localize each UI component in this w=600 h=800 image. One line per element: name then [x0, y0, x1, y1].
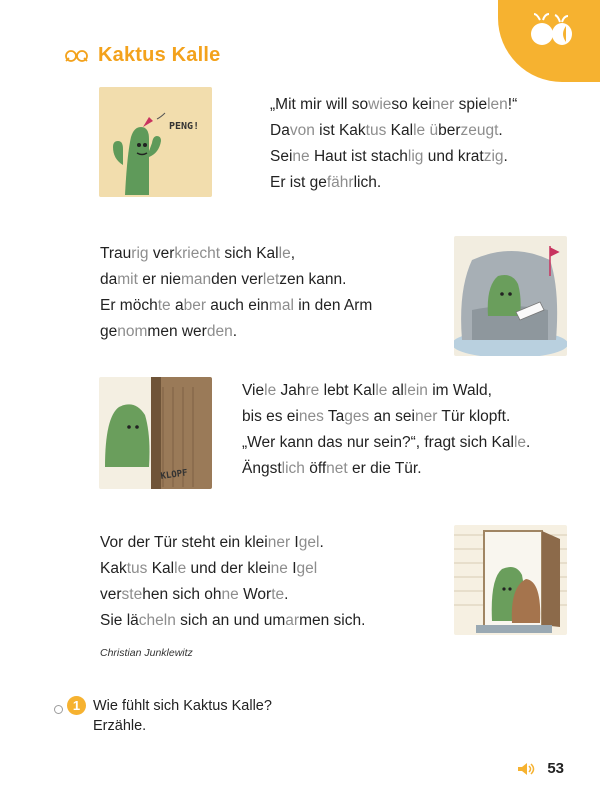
syllable-segment: öff: [304, 460, 327, 477]
syllable-segment: .: [319, 534, 324, 551]
title-row: [64, 44, 220, 67]
syllable-segment: mit: [117, 271, 138, 288]
syllable-segment: tus: [365, 122, 387, 139]
peng-caption: PENG!: [169, 121, 200, 132]
poem-line: [100, 241, 372, 267]
syllable-segment: le: [264, 382, 277, 399]
task-number-badge: 1: [67, 696, 86, 715]
syllable-segment: Trau: [100, 245, 132, 262]
poem-line: [242, 456, 530, 482]
page-number: 53: [547, 760, 564, 777]
illustration-cactus-armchair: [454, 236, 567, 356]
syllable-segment: lich: [281, 460, 305, 477]
syllable-segment: nom: [117, 323, 148, 340]
syllable-segment: ,: [290, 245, 296, 262]
syllable-segment: ar: [285, 612, 300, 629]
poem-line: [100, 582, 365, 608]
page-title: Kaktus Kalle: [98, 44, 221, 66]
syllable-segment: an sei: [369, 408, 415, 425]
syllable-segment: ne: [270, 560, 288, 577]
syllable-segment: Kak: [100, 560, 127, 577]
syllable-segment: Sie lä: [100, 612, 139, 629]
syllable-segment: ges: [344, 408, 370, 425]
syllable-segment: al: [387, 382, 404, 399]
poem-line: [100, 267, 372, 293]
syllable-segment: .: [284, 586, 289, 603]
reading-pair-icon: [64, 48, 90, 64]
syllable-segment: Vor der Tür steht ein klei: [100, 534, 268, 551]
poem-line: [270, 118, 517, 144]
syllable-segment: .: [503, 148, 508, 165]
syllable-segment: gel: [298, 534, 320, 551]
syllable-segment: ner: [414, 408, 438, 425]
poem-line: [100, 556, 365, 582]
syllable-segment: te: [271, 586, 285, 603]
syllable-segment: ner: [431, 96, 455, 113]
syllable-segment: den: [206, 323, 233, 340]
syllable-segment: men wer: [147, 323, 207, 340]
syllable-segment: lein: [403, 382, 428, 399]
syllable-segment: Ängst: [242, 460, 282, 477]
stanza-1: [270, 92, 517, 196]
syllable-segment: len: [487, 96, 508, 113]
syllable-segment: Da: [270, 122, 290, 139]
syllable-segment: da: [100, 271, 118, 288]
syllable-segment: sich an und um: [175, 612, 286, 629]
syllable-segment: und krat: [423, 148, 484, 165]
syllable-segment: hen sich oh: [142, 586, 222, 603]
stanza-3: [242, 378, 530, 482]
syllable-segment: !“: [507, 96, 518, 113]
syllable-segment: kriecht: [174, 245, 221, 262]
syllable-segment: so kei: [391, 96, 432, 113]
syllable-segment: von: [289, 122, 315, 139]
poem-line: [100, 319, 372, 345]
syllable-segment: sich Kal: [220, 245, 279, 262]
poem-line: [242, 404, 530, 430]
syllable-segment: net: [326, 460, 348, 477]
apple-cores-icon: [530, 12, 574, 52]
illustration-cactus-peng: [99, 87, 212, 197]
syllable-segment: men sich.: [299, 612, 366, 629]
syllable-segment: te: [157, 297, 171, 314]
syllable-segment: „Mit mir will so: [270, 96, 369, 113]
syllable-segment: re: [305, 382, 320, 399]
syllable-segment: ne: [292, 148, 310, 165]
syllable-segment: Er möch: [100, 297, 158, 314]
task-instruction: Erzähle.: [93, 718, 147, 734]
syllable-segment: ber: [438, 122, 461, 139]
poem-line: [270, 144, 517, 170]
syllable-segment: Haut ist stach: [309, 148, 408, 165]
syllable-segment: Jah: [276, 382, 306, 399]
task-checkbox[interactable]: [54, 705, 63, 714]
syllable-segment: und der klei: [186, 560, 271, 577]
syllable-segment: wie: [368, 96, 392, 113]
task-question: Wie fühlt sich Kaktus Kalle?: [93, 698, 272, 714]
poem-line: [242, 378, 530, 404]
syllable-segment: Sei: [270, 148, 293, 165]
syllable-segment: .: [526, 434, 531, 451]
syllable-segment: „Wer kann das nur sein?“, fragt sich Kal: [242, 434, 514, 451]
syllable-segment: in den Arm: [293, 297, 373, 314]
syllable-segment: le: [375, 382, 388, 399]
syllable-segment: rig: [131, 245, 149, 262]
syllable-segment: ver: [148, 245, 175, 262]
poem-line: [270, 92, 517, 118]
syllable-segment: ner: [267, 534, 291, 551]
syllable-segment: bis es ei: [242, 408, 299, 425]
syllable-segment: .: [232, 323, 238, 340]
syllable-segment: ist Kak: [314, 122, 366, 139]
syllable-segment: tus: [126, 560, 148, 577]
syllable-segment: ü: [429, 122, 439, 139]
syllable-segment: cheln: [138, 612, 176, 629]
syllable-segment: Vie: [242, 382, 265, 399]
syllable-segment: ste: [121, 586, 143, 603]
syllable-segment: im Wald,: [427, 382, 492, 399]
corner-tab: [498, 0, 600, 82]
poem-line: [100, 608, 365, 634]
syllable-segment: Kal: [147, 560, 175, 577]
syllable-segment: er nie: [137, 271, 182, 288]
syllable-segment: lich.: [353, 174, 382, 191]
poem-line: [242, 430, 530, 456]
syllable-segment: lebt Kal: [319, 382, 376, 399]
syllable-segment: le: [278, 245, 291, 262]
syllable-segment: man: [181, 271, 212, 288]
syllable-segment: ver: [100, 586, 122, 603]
syllable-segment: le: [174, 560, 187, 577]
poem-line: [100, 293, 372, 319]
syllable-segment: I: [290, 534, 299, 551]
author: Christian Junklewitz: [100, 647, 193, 659]
syllable-segment: le: [413, 122, 426, 139]
illustration-cactus-door: [99, 377, 212, 489]
syllable-segment: gel: [296, 560, 318, 577]
stanza-2: [100, 241, 372, 345]
footer: [517, 760, 564, 777]
syllable-segment: Er ist ge: [270, 174, 327, 191]
syllable-segment: let: [262, 271, 280, 288]
syllable-segment: Kal: [386, 122, 414, 139]
syllable-segment: Ta: [323, 408, 345, 425]
syllable-segment: er die Tür.: [347, 460, 422, 477]
syllable-segment: lig: [407, 148, 424, 165]
syllable-segment: zeugt: [460, 122, 499, 139]
stanza-4: [100, 530, 365, 634]
syllable-segment: .: [498, 122, 503, 139]
syllable-segment: I: [287, 560, 297, 577]
syllable-segment: fähr: [326, 174, 354, 191]
syllable-segment: auch ein: [206, 297, 269, 314]
syllable-segment: mal: [268, 297, 294, 314]
syllable-segment: ber: [183, 297, 206, 314]
syllable-segment: den ver: [211, 271, 263, 288]
syllable-segment: spie: [454, 96, 488, 113]
syllable-segment: le: [513, 434, 527, 451]
illustration-cactus-hedgehog: [454, 525, 567, 635]
syllable-segment: ne: [221, 586, 239, 603]
syllable-segment: zen kann.: [279, 271, 347, 288]
task-text: [93, 696, 272, 736]
klopf-caption: KLOPF: [160, 468, 189, 482]
syllable-segment: Tür klopft.: [437, 408, 511, 425]
syllable-segment: zig: [483, 148, 504, 165]
syllable-segment: a: [170, 297, 184, 314]
poem-line: [270, 170, 517, 196]
poem-line: [100, 530, 365, 556]
syllable-segment: ge: [100, 323, 118, 340]
syllable-segment: Wor: [238, 586, 272, 603]
task-1: [54, 696, 272, 736]
syllable-segment: nes: [298, 408, 324, 425]
speaker-icon[interactable]: [517, 762, 535, 776]
